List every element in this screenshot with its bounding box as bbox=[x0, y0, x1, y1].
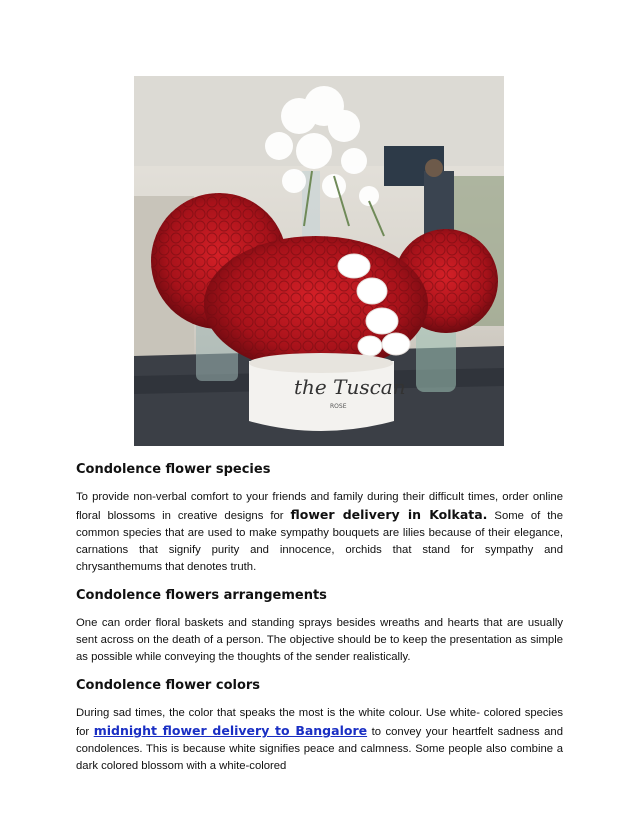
section-paragraph bbox=[76, 489, 563, 576]
hero-photo bbox=[134, 76, 504, 446]
paragraph-text: Some of the common species that are used to make sympathy bouquets are lilies because of their elegance, carnations that signify purity and innocence, orchids that stand for sympathy and chrysanthemums that denotes truth. bbox=[76, 510, 563, 573]
section-species bbox=[76, 462, 563, 576]
section-arrangements bbox=[76, 588, 563, 666]
highlight-phrase: flower delivery in Kolkata. bbox=[290, 507, 488, 522]
svg-text:ROSE: ROSE bbox=[330, 403, 347, 410]
box-logo-text: the Tuscan bbox=[294, 375, 406, 399]
paragraph-text: To provide non-verbal comfort to your friends and family during their difficult times, order online floral blossoms in creative designs for bbox=[76, 491, 563, 522]
flower-arrangement-image bbox=[134, 76, 504, 446]
section-heading: Condolence flower species bbox=[76, 462, 271, 477]
section-paragraph bbox=[76, 705, 563, 775]
paragraph-text: to convey your heartfelt sadness and condolences. This is because white signifies peace and calmness. Some people also combine a dark colored blossom with a white-colored bbox=[76, 726, 563, 772]
section-colors bbox=[76, 678, 563, 775]
section-heading: Condolence flower colors bbox=[76, 678, 261, 693]
section-heading: Condolence flowers arrangements bbox=[76, 588, 327, 603]
section-paragraph: One can order floral baskets and standing sprays besides wreaths and hearts that are usually sent across on the death of a person. The objective should be to keep the presentation as simple as possible while conveying the thoughts of the sender realistically. bbox=[76, 617, 563, 663]
bangalore-delivery-link[interactable]: midnight flower delivery to Bangalore bbox=[93, 723, 368, 738]
article-body bbox=[76, 462, 563, 787]
paragraph-text: During sad times, the color that speaks the most is the white colour. Use white- colored species for bbox=[76, 707, 563, 738]
